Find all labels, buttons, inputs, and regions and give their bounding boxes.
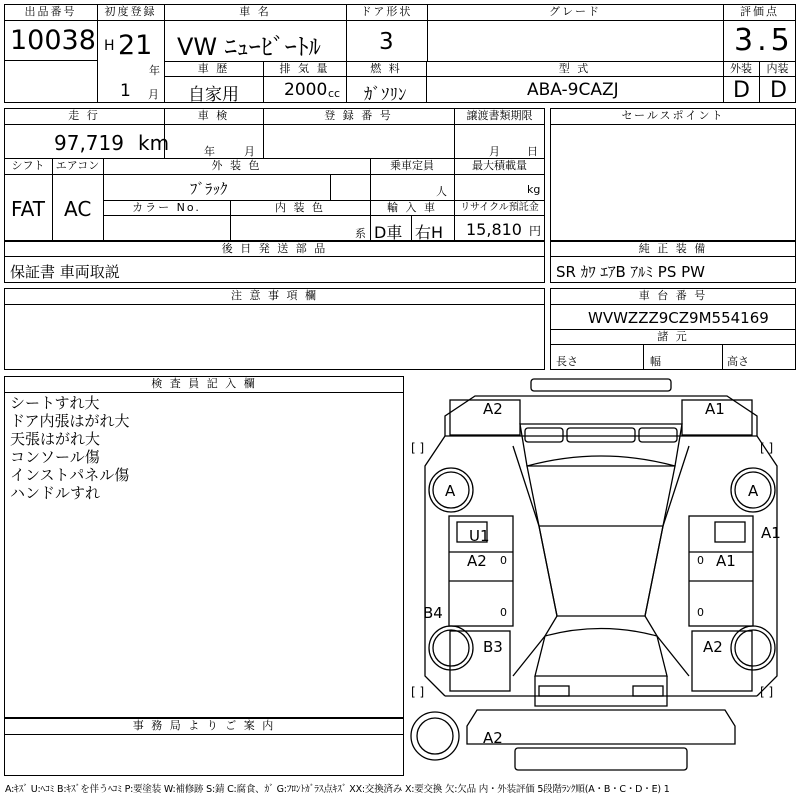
notes-label: 注 意 事 項 欄 bbox=[231, 289, 318, 302]
inspector-line: 天張はがれ大 bbox=[10, 430, 101, 448]
import-type: D車 bbox=[374, 223, 403, 242]
mark-zero: 0 bbox=[500, 606, 507, 619]
car-name: VW ﾆｭｰﾋﾞｰﾄﾙ bbox=[177, 33, 321, 61]
mark-b4: B4 bbox=[423, 604, 443, 622]
equipment-label: 純 正 装 備 bbox=[638, 242, 708, 255]
door-label: ドア形状 bbox=[360, 5, 413, 18]
model-label: 型 式 bbox=[558, 62, 591, 75]
lot-number-label: 出品番号 bbox=[24, 5, 77, 18]
fuel-label: 燃 料 bbox=[370, 62, 402, 75]
chassis-label: 車 台 番 号 bbox=[638, 289, 708, 302]
equipment-value: SR ｶﾜ ｴｱB ｱﾙﾐ PS PW bbox=[556, 263, 706, 281]
dimensions-label: 諸 元 bbox=[657, 330, 689, 343]
first-reg-label: 初度登録 bbox=[104, 5, 157, 18]
mileage-unit: km bbox=[138, 131, 170, 155]
inspector-line: シートすれ大 bbox=[10, 394, 100, 412]
later-parts: 保証書 車両取説 bbox=[10, 263, 120, 281]
int-color-label: 内 装 色 bbox=[275, 201, 325, 214]
inspector-line: ドア内張はがれ大 bbox=[10, 412, 130, 430]
chassis-number: WVWZZZ9CZ9M554169 bbox=[588, 309, 769, 327]
color-no-label: カラー No. bbox=[132, 201, 201, 214]
capacity-unit: 人 bbox=[436, 185, 447, 198]
displacement: 2000 bbox=[284, 80, 328, 100]
reg-year: 21 bbox=[118, 30, 153, 61]
grade-label: グレード bbox=[549, 5, 601, 18]
mark-a2-top: A2 bbox=[483, 400, 503, 418]
mark-u1: U1 bbox=[469, 527, 490, 545]
displacement-label: 排 気 量 bbox=[279, 62, 330, 75]
ext-color: ﾌﾞﾗｯｸ bbox=[190, 180, 228, 198]
history: 自家用 bbox=[188, 85, 239, 105]
mileage-label: 走 行 bbox=[68, 109, 100, 122]
reg-number-label: 登 録 番 号 bbox=[324, 109, 393, 122]
int-color-suffix: 系 bbox=[355, 227, 366, 240]
import-label: 輸 入 車 bbox=[387, 201, 437, 214]
dimension-height: 高さ bbox=[727, 355, 749, 368]
later-parts-label: 後 日 発 送 部 品 bbox=[221, 242, 328, 255]
dimension-length: 長さ bbox=[556, 355, 578, 368]
ac: AC bbox=[64, 197, 92, 221]
interior-grade: D bbox=[770, 78, 787, 103]
transfer-month-unit: 月 bbox=[489, 145, 500, 158]
model: ABA-9CAZJ bbox=[527, 80, 619, 100]
score: 3.5 bbox=[734, 23, 794, 58]
max-load-label: 最大積載量 bbox=[472, 159, 527, 172]
door-value: 3 bbox=[379, 29, 394, 55]
ext-color-label: 外 装 色 bbox=[211, 159, 262, 172]
sales-point-label: セールスポイント bbox=[621, 109, 725, 122]
inspection-year-unit: 年 bbox=[204, 145, 215, 158]
recycle-fee: 15,810 bbox=[466, 220, 522, 239]
era: H bbox=[104, 38, 115, 54]
bracket-front-left: [ ] bbox=[411, 441, 425, 455]
car-damage-diagram bbox=[405, 376, 797, 780]
mileage: 97,719 bbox=[54, 131, 124, 155]
mark-a1-right-door: A1 bbox=[716, 552, 736, 570]
bracket-rear-left: [ ] bbox=[411, 685, 425, 699]
shift-label: シフト bbox=[11, 159, 45, 172]
inspection-month-unit: 月 bbox=[244, 145, 255, 158]
ac-label: エアコン bbox=[55, 159, 100, 172]
bracket-front-right: [ ] bbox=[760, 441, 774, 455]
exterior-grade: D bbox=[733, 78, 750, 103]
max-load-unit: kg bbox=[527, 183, 541, 196]
mark-a-left-wheel: A bbox=[445, 482, 456, 500]
year-unit: 年 bbox=[149, 64, 160, 77]
mark-zero: 0 bbox=[697, 606, 704, 619]
month-unit: 月 bbox=[148, 88, 159, 101]
mark-a-right-wheel: A bbox=[748, 482, 759, 500]
car-name-label: 車 名 bbox=[239, 5, 271, 18]
inspector-line: ハンドルすれ bbox=[10, 484, 101, 502]
office-label: 事 務 局 よ り ご 案 内 bbox=[132, 719, 276, 732]
legend: A:ｷｽﾞ U:ﾍｺﾐ B:ｷｽﾞを伴うﾍｺﾐ P:要塗装 W:補修跡 S:錆 C:腐食、ｶﾞ G:ﾌﾛﾝﾄｶﾞﾗｽ点ｷｽﾞ XX:交換済み X:要交換 欠:欠品 内・外装評価 5段階ﾗﾝｸ順(A・B・C・D・E) 1 bbox=[5, 784, 670, 795]
mark-zero: 0 bbox=[500, 554, 507, 567]
inspector-label: 検 査 員 記 入 欄 bbox=[151, 377, 257, 390]
displacement-unit: cc bbox=[328, 87, 341, 100]
inspector-line: インストパネル傷 bbox=[10, 466, 130, 484]
bracket-rear-right: [ ] bbox=[760, 685, 774, 699]
recycle-unit: 円 bbox=[529, 224, 542, 238]
fuel: ｶﾞｿﾘﾝ bbox=[364, 85, 407, 105]
exterior-label: 外装 bbox=[730, 62, 752, 75]
mark-a1-top: A1 bbox=[705, 400, 725, 418]
shift: FAT bbox=[11, 197, 46, 221]
recycle-label: リサイクル預託金 bbox=[460, 202, 539, 213]
mark-a2-right: A2 bbox=[703, 638, 723, 656]
score-label: 評価点 bbox=[740, 5, 779, 18]
transfer-label: 譲渡書類期限 bbox=[466, 109, 533, 122]
mark-a1-right: A1 bbox=[761, 524, 781, 542]
mark-a2-left: A2 bbox=[467, 552, 487, 570]
interior-label: 内装 bbox=[766, 62, 789, 75]
capacity-label: 乗車定員 bbox=[390, 159, 434, 172]
lot-number: 10038 bbox=[10, 25, 96, 56]
inspector-notes bbox=[10, 394, 130, 502]
mark-a2-bottom: A2 bbox=[483, 729, 503, 747]
dimension-width: 幅 bbox=[650, 355, 661, 368]
inspector-line: コンソール傷 bbox=[10, 448, 100, 466]
transfer-day-unit: 日 bbox=[527, 145, 538, 158]
inspection-label: 車 検 bbox=[197, 109, 230, 122]
steering: 右H bbox=[415, 223, 444, 242]
sales-point-block bbox=[550, 108, 796, 241]
history-label: 車 歴 bbox=[197, 62, 230, 75]
reg-month: 1 bbox=[120, 81, 131, 101]
mark-b3: B3 bbox=[483, 638, 503, 656]
mark-zero: 0 bbox=[697, 554, 704, 567]
